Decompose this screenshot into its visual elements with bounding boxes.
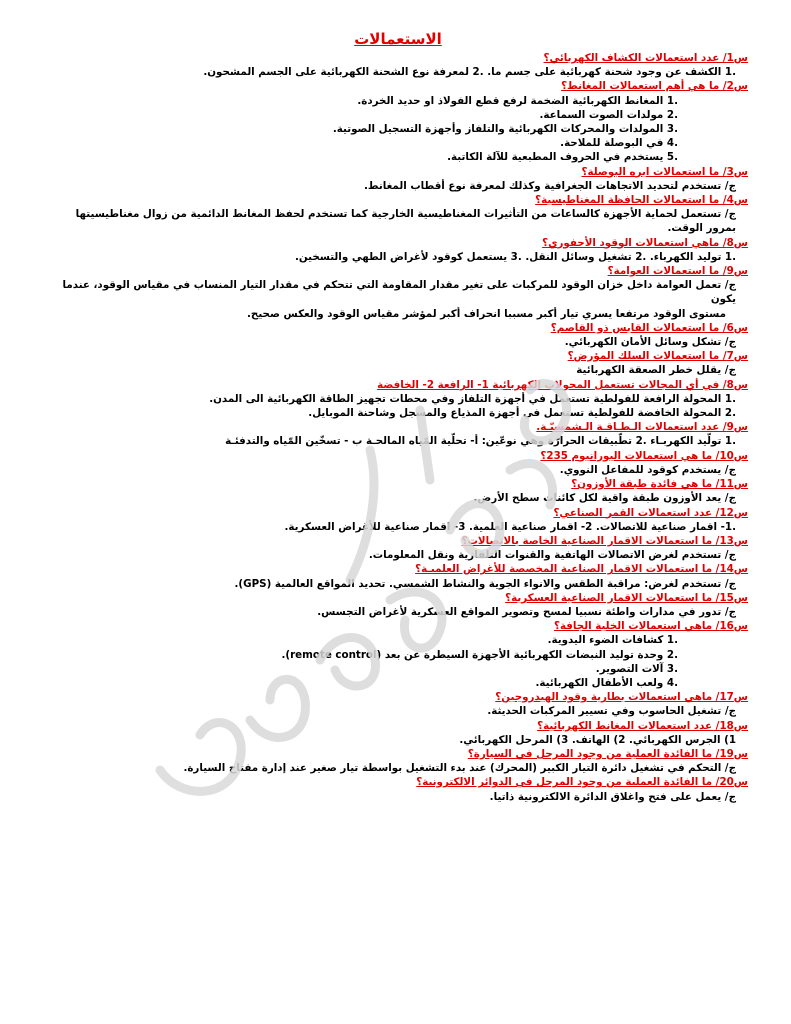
question-line: س16/ ماهي استعمالات الخلية الجافة؟: [553, 620, 748, 633]
answer-line: ج/ تستخدم لغرض: مراقبة الطقس والانواء الجوية والنشاط الشمسي. تحديد المواقع العالمية (GPS).: [234, 577, 736, 590]
content-body: [48, 51, 748, 804]
answer-line: ج/ تعمل العوامة داخل خزان الوقود للمركبات على تغير مقدار المقاومة التي تتحكم في مقدار التيار المنساب في مقياس الوقود، عندما يكون: [62, 279, 736, 306]
answer-line: .5 يستخدم في الحروف المطبعية للآلة الكاتبة.: [447, 151, 678, 164]
answer-line: .4 في البوصلة للملاحة.: [560, 137, 678, 150]
answer-line: ج/ يعمل على فتح واغلاق الدائرة الالكترونية ذاتيا.: [489, 790, 736, 803]
question-line: س2/ ما هي أهم استعمالات المغانط؟: [561, 80, 748, 93]
question-line: س8/ ماهي استعمالات الوقود الأحفوري؟: [542, 236, 748, 249]
answer-line: .1 المغانط الكهربائية الضخمة لرفع قطع الفولاذ او حديد الخردة.: [357, 94, 678, 107]
question-line: س4/ ما استعمالات الحافظة المغناطيسية؟: [535, 194, 748, 207]
question-line: س12/ عدد استعمالات القمر الصناعي؟: [553, 506, 748, 519]
page-title: الاستعمالات: [354, 30, 442, 48]
answer-line: .1 تولّيد الكهربـاء .2 تطّبيقات الحرارّة وهي نوعّين: أ- تحلّية المّياه المالحـة ب - تسخّين المّياه والتدفئـة: [225, 435, 736, 448]
answer-line: مستوى الوقود مرتفعا يسري تيار أكبر مسببا انحراف أكبر لمؤشر مقياس الوقود والعكس صحيح.: [247, 307, 726, 320]
answer-line: ج/ تشكل وسائل الأمان الكهربائي.: [564, 336, 736, 349]
question-line: س8/ في أي المجالات تستعمل المحولات الكهربائية 1- الرافعة 2- الخافضة: [377, 378, 748, 391]
answer-line: .1 كشافات الضوء اليدوية.: [547, 634, 678, 647]
answer-line: ج/ تستخدم لغرض الاتصالات الهاتفية والقنوات التلفازية ونقل المعلومات.: [368, 549, 736, 562]
answer-line: .1 الكشف عن وجود شحنة كهربائية على جسم ما. .2 لمعرفة نوع الشحنة الكهربائية على الجسم المشحون.: [203, 66, 736, 79]
answer-line: ج/ يعد الأوزون طبقة واقية لكل كائنات سطح الأرض.: [473, 492, 736, 505]
answer-line: ج/ تدور في مدارات واطئة نسبيا لمسح وتصوير المواقع العسكرية لأغراض التجسس.: [317, 605, 736, 618]
question-line: س11/ ما هي فائدة طبقة الأوزون؟: [571, 478, 748, 491]
question-line: س10/ ما هي استعمالات اليورانيوم 235؟: [540, 449, 748, 462]
question-line: س9/ عدد استعمالات الـطـاقـة الـشمسيّـة.: [536, 421, 748, 434]
answer-line: ج/ التحكم في تشغيل دائرة التيار الكبير (المحرك) عند بدء التشغيل بواسطة تيار صغير عند إدارة مفتاح السيارة.: [183, 762, 736, 775]
question-line: س17/ ماهي استعمالات بطارية وقود الهيدروجين؟: [495, 691, 748, 704]
question-line: س18/ عدد استعمالات المغانط الكهربائية؟: [537, 719, 748, 732]
question-line: س14/ ما استعمالات الاقمار الصناعية المخصصة للأغراض العلميـة؟: [415, 563, 748, 576]
question-line: س9/ ما استعمالات العوامة؟: [607, 265, 748, 278]
question-line: س7/ ما استعمالات السلك المؤرض؟: [567, 350, 748, 363]
answer-line: 1) الجرس الكهربائي. 2) الهاتف. 3) المرحل الكهربائي.: [459, 733, 736, 746]
answer-line: .2 وحدة توليد النبضات الكهربائية الأجهزة السيطرة عن بعد (remote control).: [281, 648, 678, 661]
answer-line: .1- اقمار صناعية للاتصالات. 2- اقمار صناعية العلمية. 3- اقمار صناعية للأغراض العسكرية.: [284, 520, 736, 533]
answer-line: .3 المولدات والمحركات الكهربائية والتلفاز وأجهزة التسجيل الصوتية.: [332, 123, 678, 136]
question-line: س20/ ما الفائدة العملية من وجود المرحل في الدوائر الالكترونية؟: [416, 776, 748, 789]
answer-line: ج/ يقلل خطر الصعقة الكهربائية: [576, 364, 736, 377]
question-line: س13/ ما استعمالات الاقمار الصناعية الخاصة بالاتصالات؟: [461, 534, 748, 547]
question-line: س19/ ما الفائدة العملية من وجود المرحل في السيارة؟: [467, 747, 748, 760]
answer-line: .2 مولدات الصوت السماعة.: [539, 108, 678, 121]
answer-line: .2 المحولة الخافضة للفولطية تستعمل في أجهزة المذياع والمسجل وشاحنة الموبايل.: [308, 407, 736, 420]
document-page: [48, 28, 748, 804]
question-line: س6/ ما استعمالات القابس ذو القاصم؟: [550, 321, 748, 334]
answer-line: ج/ تستخدم لتحديد الاتجاهات الجغرافية وكذلك لمعرفة نوع أقطاب المغانط.: [363, 179, 736, 192]
question-line: س15/ ما استعمالات الاقمار الصناعية العسكرية؟: [505, 591, 748, 604]
answer-line: ج/ تشغيل الحاسوب وفي تسيير المركبات الحديثة.: [487, 705, 736, 718]
answer-line: .3 آلات التصوير.: [595, 662, 678, 675]
question-line: س3/ ما استعمالات ابره البوصلة؟: [581, 165, 748, 178]
answer-line: .1 المحولة الرافعة للفولطية تستعمل في أجهزة التلفاز وفي محطات تجهيز الطاقة الكهربائية الى المدن.: [209, 392, 736, 405]
answer-line: ج/ يستخدم كوقود للمفاعل النووي.: [559, 463, 736, 476]
answer-line: .4 ولعب الأطفال الكهربائية.: [535, 676, 678, 689]
answer-line: ج/ تستعمل لحماية الأجهزة كالساعات من التأثيرات المغناطيسية الخارجية كما تستخدم لحفظ المغانط الدائمية من زوال مغناطيسيتها بمرور الوقت.: [75, 208, 736, 235]
question-line: س1/ عدد استعمالات الكشاف الكهربائي؟: [543, 52, 748, 64]
answer-line: .1 توليد الكهرباء. .2 تشغيل وسائل النقل. .3 يستعمل كوقود لأغراض الطهي والتسخين.: [294, 250, 736, 263]
